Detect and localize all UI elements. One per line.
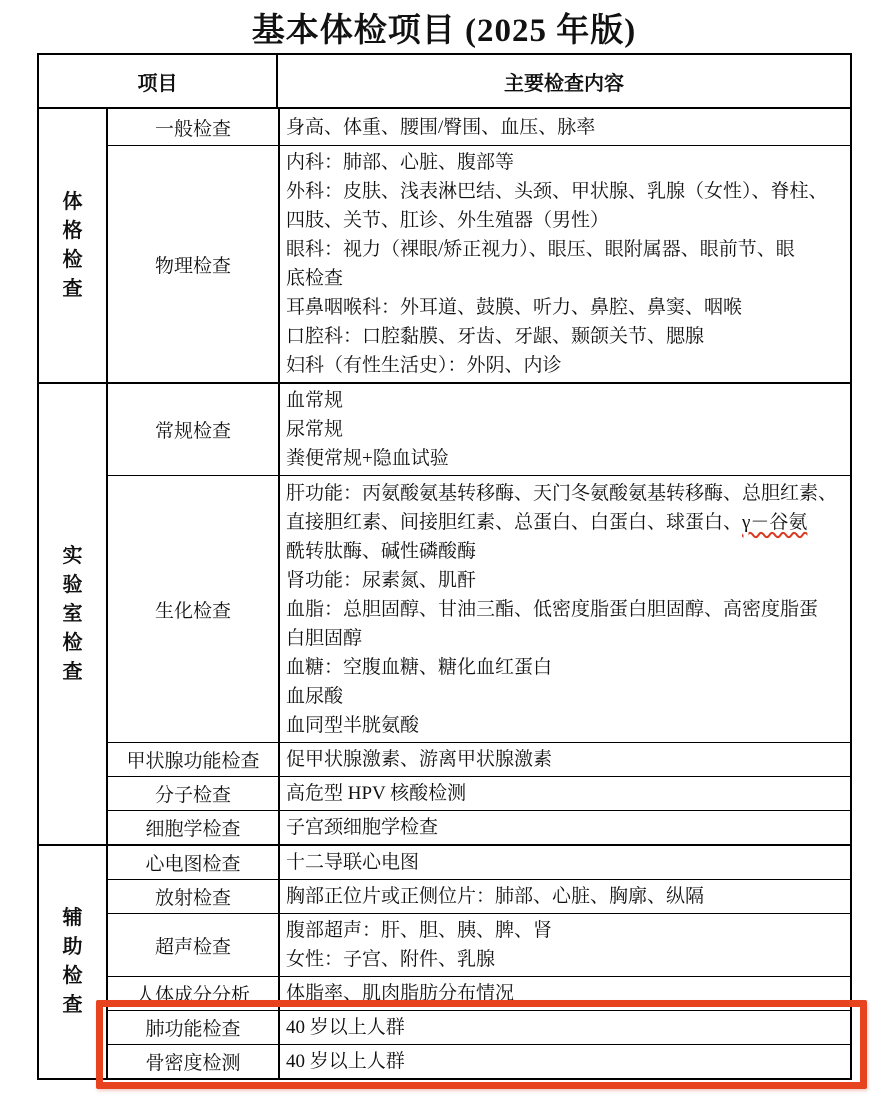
group-label-text: 体格检查 <box>62 190 83 300</box>
table-row <box>108 846 850 879</box>
item-label: 细胞学检查 <box>108 811 280 844</box>
section-laboratory-exam <box>39 382 850 844</box>
item-content: 促甲状腺激素、游离甲状腺激素 <box>286 749 553 770</box>
group-label-text: 辅助检查 <box>62 907 83 1016</box>
gamma-line: 直接胆红素、间接胆红素、总蛋白、白蛋白、球蛋白、γ－谷氨 <box>286 511 808 533</box>
table-row <box>108 742 850 776</box>
section-physical-exam <box>39 109 850 382</box>
exam-table <box>37 53 852 1080</box>
item-label: 肺功能检查 <box>108 1011 280 1044</box>
item-label: 放射检查 <box>108 880 280 913</box>
item-label: 骨密度检测 <box>108 1045 280 1078</box>
item-content: 40 岁以上人群 <box>286 1051 405 1072</box>
group-label-laboratory <box>39 384 108 844</box>
table-row <box>108 913 850 976</box>
item-content: 十二导联心电图 <box>286 852 420 873</box>
header-cell-project: 项目 <box>39 55 278 107</box>
item-label: 分子检查 <box>108 777 280 810</box>
item-content: 血常规 尿常规 粪便常规+隐血试验 <box>286 390 449 469</box>
table-row <box>108 879 850 913</box>
table-row <box>108 810 850 844</box>
item-label: 生化检查 <box>108 476 280 742</box>
group-label-physical <box>39 109 108 382</box>
item-label: 常规检查 <box>108 384 280 475</box>
item-label: 甲状腺功能检查 <box>108 743 280 776</box>
item-label: 心电图检查 <box>108 846 280 879</box>
table-header-row <box>39 55 850 109</box>
spellcheck-squiggle: γ－谷氨 <box>742 511 808 533</box>
item-label: 物理检查 <box>108 146 280 382</box>
item-content: 体脂率、肌肉脂肪分布情况 <box>286 983 515 1004</box>
item-content: 高危型 HPV 核酸检测 <box>286 783 467 804</box>
section-auxiliary-exam <box>39 844 850 1078</box>
table-row <box>108 776 850 810</box>
item-content: 身高、体重、腰围/臀围、血压、脉率 <box>286 116 596 138</box>
item-content: 40 岁以上人群 <box>286 1017 405 1038</box>
group-label-text: 实验室检查 <box>62 544 83 683</box>
item-content: 胸部正位片或正侧位片：肺部、心脏、胸廓、纵隔 <box>286 886 705 907</box>
table-row <box>108 475 850 742</box>
group-label-auxiliary <box>39 846 108 1078</box>
table-row <box>108 109 850 145</box>
table-row <box>108 145 850 382</box>
header-cell-content: 主要检查内容 <box>504 72 624 95</box>
item-label: 超声检查 <box>108 914 280 976</box>
table-row <box>108 384 850 475</box>
table-row-highlighted <box>108 1010 850 1044</box>
table-row-highlighted <box>108 1044 850 1078</box>
item-content: 肝功能：丙氨酸氨基转移酶、天门冬氨酸氨基转移酶、总胆红素、 直接胆红素、间接胆红素、总蛋白、白蛋白、球蛋白、γ－谷氨 酰转肽酶、碱性磷酸酶 肾功能：尿素氮、肌酐 血脂：总胆固醇、甘油三酯、低密度脂蛋白胆固醇、高密度脂蛋 白胆固醇 血糖：空腹血糖、糖化血红蛋白 血尿酸 血同型半胱氨酸 <box>280 476 850 742</box>
page-title: 基本体检项目 (2025 年版) <box>251 13 637 49</box>
item-label: 一般检查 <box>108 109 280 145</box>
item-label: 人体成分分析 <box>108 977 280 1010</box>
table-row <box>108 976 850 1010</box>
item-content: 子宫颈细胞学检查 <box>286 817 439 838</box>
item-content: 内科：肺部、心脏、腹部等 外科：皮肤、浅表淋巴结、头颈、甲状腺、乳腺（女性）、脊柱、 四肢、关节、肛诊、外生殖器（男性） 眼科：视力（裸眼/矫正视力）、眼压、眼附属器、眼前节、眼 底检查 耳鼻咽喉科：外耳道、鼓膜、听力、鼻腔、鼻窦、咽喉 口腔科：口腔黏膜、牙齿、牙龈、颞颌关节、腮腺 妇科（有性生活史）：外阴、内诊 <box>286 152 828 376</box>
item-content: 腹部超声：肝、胆、胰、脾、肾 女性：子宫、附件、乳腺 <box>286 920 553 970</box>
